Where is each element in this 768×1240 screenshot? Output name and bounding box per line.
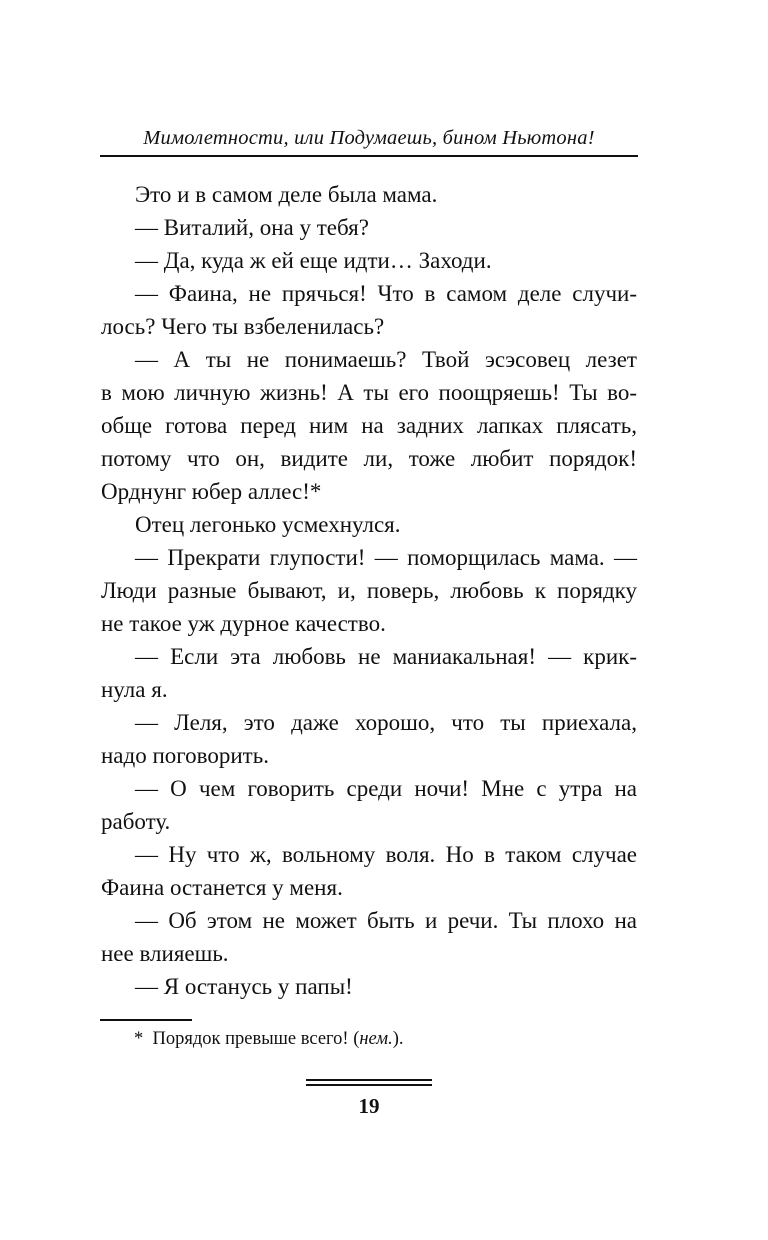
text-line-12: — Прекрати глупости! — поморщилась мама. — (135, 545, 637, 570)
text-line-4: — Фаина, не прячься! Что в самом деле случи- (135, 281, 637, 306)
text-line-5: лось? Чего ты взбеленилась? (101, 314, 385, 339)
footnote-marker: * (134, 1029, 144, 1049)
running-header: Мимолетности, или Подумаешь, бином Ньютона! (143, 127, 595, 149)
header-rule (100, 155, 638, 157)
text-line-2: — Виталий, она у тебя? (135, 215, 369, 240)
text-line-18: надо поговорить. (101, 743, 269, 768)
text-line-1: Это и в самом деле была мама. (135, 182, 438, 207)
folio-rule-bottom (306, 1084, 432, 1086)
text-line-25: — Я останусь у папы! (135, 974, 353, 999)
footnote-close: ). (392, 1029, 404, 1049)
text-line-14: не такое уж дурное качество. (101, 611, 386, 636)
text-line-19: — О чем говорить среди ночи! Мне с утра на (135, 776, 637, 801)
text-line-6: — А ты не понимаешь? Твой эсэсовец лезет (135, 347, 637, 372)
text-line-23: — Об этом не может быть и речи. Ты плохо на (135, 908, 637, 933)
text-line-21: — Ну что ж, вольному воля. Но в таком случае (135, 842, 637, 867)
text-line-9: потому что он, видите ли, тоже любит порядок! (101, 446, 637, 471)
folio-rule-top (306, 1079, 432, 1081)
page-number: 19 (358, 1094, 380, 1118)
footnote-language: нем. (359, 1029, 393, 1049)
body-text (101, 178, 637, 1003)
text-line-13: Люди разные бывают, и, поверь, любовь к порядку (101, 578, 637, 603)
text-line-22: Фаина останется у меня. (101, 875, 343, 900)
text-line-24: нее влияешь. (101, 941, 229, 966)
text-line-10: Орднунг юбер аллес!* (101, 479, 322, 504)
footnote-rule (100, 1019, 192, 1021)
footnote-text: Порядок превыше всего! ( (152, 1029, 360, 1049)
text-line-11: Отец легонько усмехнулся. (135, 512, 401, 537)
footnote (134, 1026, 404, 1052)
text-line-17: — Леля, это даже хорошо, что ты приехала, (135, 710, 637, 735)
text-line-3: — Да, куда ж ей еще идти… Заходи. (135, 248, 492, 273)
text-line-8: обще готова перед ним на задних лапках плясать, (101, 413, 637, 438)
text-line-20: работу. (101, 809, 171, 834)
text-line-16: нула я. (101, 677, 168, 702)
text-line-7: в мою личную жизнь! А ты его поощряешь! Ты во- (101, 380, 637, 405)
text-line-15: — Если эта любовь не маниакальная! — крик- (135, 644, 637, 669)
